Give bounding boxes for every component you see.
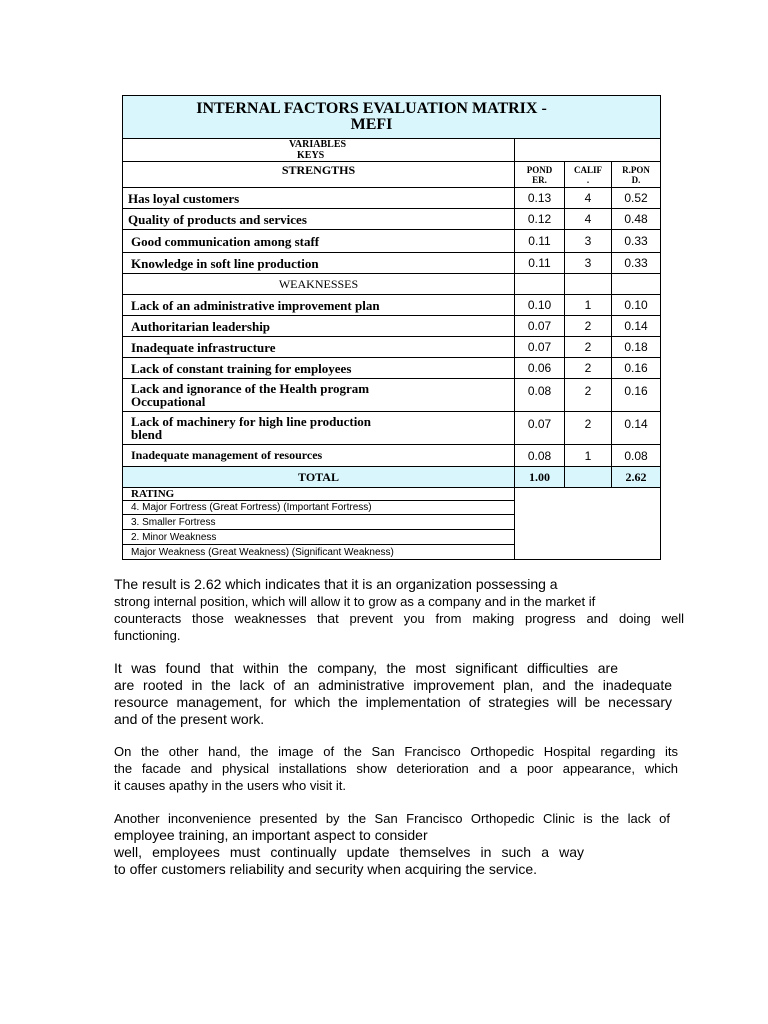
weakness-factor xyxy=(123,379,515,412)
paragraph-training xyxy=(114,810,670,878)
col-header-ponder-l2: ER. xyxy=(532,174,547,185)
weakness-factor: Lack of an administrative improvement plan xyxy=(123,295,515,316)
rating-blank-cell xyxy=(515,488,661,560)
weakness-rpond: 0.14 xyxy=(612,412,661,445)
weakness-calif: 2 xyxy=(565,316,612,337)
col-header-calif xyxy=(565,162,612,188)
col-header-ponder xyxy=(515,162,565,188)
weakness-factor-line2: Occupational xyxy=(131,394,206,409)
paragraph-facade xyxy=(114,743,678,794)
rating-item: Major Weakness (Great Weakness) (Significant Weakness) xyxy=(123,545,515,560)
weakness-ponder: 0.10 xyxy=(515,295,565,316)
col-header-ponder-l1: POND xyxy=(526,164,553,175)
weakness-factor: Lack of constant training for employees xyxy=(123,358,515,379)
strength-rpond: 0.52 xyxy=(612,188,661,209)
weakness-ponder: 0.07 xyxy=(515,337,565,358)
p2-line4: and of the present work. xyxy=(114,711,265,727)
strength-rpond: 0.48 xyxy=(612,209,661,230)
p4-line4: to offer customers reliability and security when acquiring the service. xyxy=(114,861,538,877)
col-header-rpond xyxy=(612,162,661,188)
weakness-ponder: 0.07 xyxy=(515,412,565,445)
strength-calif: 3 xyxy=(565,230,612,253)
weakness-rpond: 0.18 xyxy=(612,337,661,358)
strength-ponder: 0.11 xyxy=(515,230,565,253)
strength-factor: Knowledge in soft line production xyxy=(123,253,515,274)
weakness-factor-line2: blend xyxy=(131,427,163,442)
p3-line1: On the other hand, the image of the San Francisco Orthopedic Hospital regarding its xyxy=(114,744,678,759)
strength-ponder: 0.11 xyxy=(515,253,565,274)
weakness-factor-line1: Lack of machinery for high line production xyxy=(131,414,372,429)
p1-line1: The result is 2.62 which indicates that it is an organization possessing a xyxy=(114,576,558,592)
keys-line1: VARIABLES xyxy=(289,139,347,150)
empty-cell xyxy=(612,274,661,295)
weakness-calif: 1 xyxy=(565,445,612,467)
empty-cell xyxy=(515,274,565,295)
matrix-title-line1: INTERNAL FACTORS EVALUATION MATRIX - xyxy=(196,100,547,117)
strengths-heading: STRENGTHS xyxy=(123,162,515,188)
p4-line1: Another inconvenience presented by the San Francisco Orthopedic Clinic is the lack of xyxy=(114,811,670,826)
weakness-factor: Inadequate management of resources xyxy=(123,445,515,467)
weakness-calif: 2 xyxy=(565,412,612,445)
table-row xyxy=(123,379,661,412)
table-row xyxy=(123,445,661,467)
total-rpond: 2.62 xyxy=(612,467,661,488)
variables-keys-label xyxy=(123,139,515,162)
table-row xyxy=(123,295,661,316)
total-ponder: 1.00 xyxy=(515,467,565,488)
table-row xyxy=(123,188,661,209)
table-row xyxy=(123,316,661,337)
strength-factor: Has loyal customers xyxy=(123,188,515,209)
weakness-calif: 2 xyxy=(565,337,612,358)
efi-matrix-table xyxy=(122,95,661,560)
table-row xyxy=(123,337,661,358)
strength-ponder: 0.13 xyxy=(515,188,565,209)
paragraph-difficulties xyxy=(114,660,672,728)
weakness-calif: 2 xyxy=(565,379,612,412)
col-header-calif-l1: CALIF xyxy=(573,164,602,175)
weakness-ponder: 0.08 xyxy=(515,379,565,412)
keys-line2: KEYS xyxy=(297,150,325,161)
table-row xyxy=(123,412,661,445)
weakness-rpond: 0.16 xyxy=(612,379,661,412)
p2-line3: resource management, for which the implementation of strategies will be necessary xyxy=(114,694,672,710)
weakness-ponder: 0.08 xyxy=(515,445,565,467)
strength-calif: 4 xyxy=(565,188,612,209)
col-header-rpond-l1: R.PON xyxy=(622,164,650,175)
strength-ponder: 0.12 xyxy=(515,209,565,230)
table-row xyxy=(123,253,661,274)
p4-line3: well, employees must continually update themselves in such a way xyxy=(114,844,584,860)
matrix-title-line2: MEFI xyxy=(350,116,393,133)
weakness-ponder: 0.06 xyxy=(515,358,565,379)
rating-heading: RATING xyxy=(123,488,515,501)
weakness-factor xyxy=(123,412,515,445)
p3-line3: it causes apathy in the users who visit it. xyxy=(114,778,346,793)
table-row xyxy=(123,230,661,253)
table-row xyxy=(123,358,661,379)
p1-line3: counteracts those weaknesses that prevent you from making progress and doing well xyxy=(114,611,684,626)
p2-line2: are rooted in the lack of an administrative improvement plan, and the inadequate xyxy=(114,677,672,693)
weakness-factor: Inadequate infrastructure xyxy=(123,337,515,358)
p4-line2: employee training, an important aspect to consider xyxy=(114,827,428,843)
weaknesses-heading: WEAKNESSES xyxy=(123,274,515,295)
weakness-calif: 2 xyxy=(565,358,612,379)
col-header-calif-l2: . xyxy=(586,174,590,185)
keys-blank-cell xyxy=(515,139,661,162)
empty-cell xyxy=(565,274,612,295)
p1-line4: functioning. xyxy=(114,628,181,643)
weakness-rpond: 0.16 xyxy=(612,358,661,379)
strength-factor: Good communication among staff xyxy=(123,230,515,253)
rating-item: 4. Major Fortress (Great Fortress) (Important Fortress) xyxy=(123,501,515,515)
strength-factor: Quality of products and services xyxy=(123,209,515,230)
weakness-rpond: 0.08 xyxy=(612,445,661,467)
strength-calif: 4 xyxy=(565,209,612,230)
weakness-factor: Authoritarian leadership xyxy=(123,316,515,337)
table-row xyxy=(123,209,661,230)
weakness-ponder: 0.07 xyxy=(515,316,565,337)
p3-line2: the facade and physical installations show deterioration and a poor appearance, which xyxy=(114,761,678,776)
p2-line1: It was found that within the company, the most significant difficulties are xyxy=(114,660,618,676)
rating-item: 3. Smaller Fortress xyxy=(123,515,515,530)
weakness-rpond: 0.10 xyxy=(612,295,661,316)
p1-line2: strong internal position, which will allow it to grow as a company and in the market if xyxy=(114,594,596,609)
matrix-title xyxy=(123,96,661,139)
strength-rpond: 0.33 xyxy=(612,230,661,253)
total-label: TOTAL xyxy=(123,467,515,488)
total-row xyxy=(123,467,661,488)
weakness-calif: 1 xyxy=(565,295,612,316)
weakness-rpond: 0.14 xyxy=(612,316,661,337)
strength-calif: 3 xyxy=(565,253,612,274)
total-calif-empty xyxy=(565,467,612,488)
col-header-rpond-l2: D. xyxy=(631,174,641,185)
strength-rpond: 0.33 xyxy=(612,253,661,274)
weakness-factor-line1: Lack and ignorance of the Health program xyxy=(131,381,370,396)
rating-item: 2. Minor Weakness xyxy=(123,530,515,545)
paragraph-result xyxy=(114,576,684,644)
